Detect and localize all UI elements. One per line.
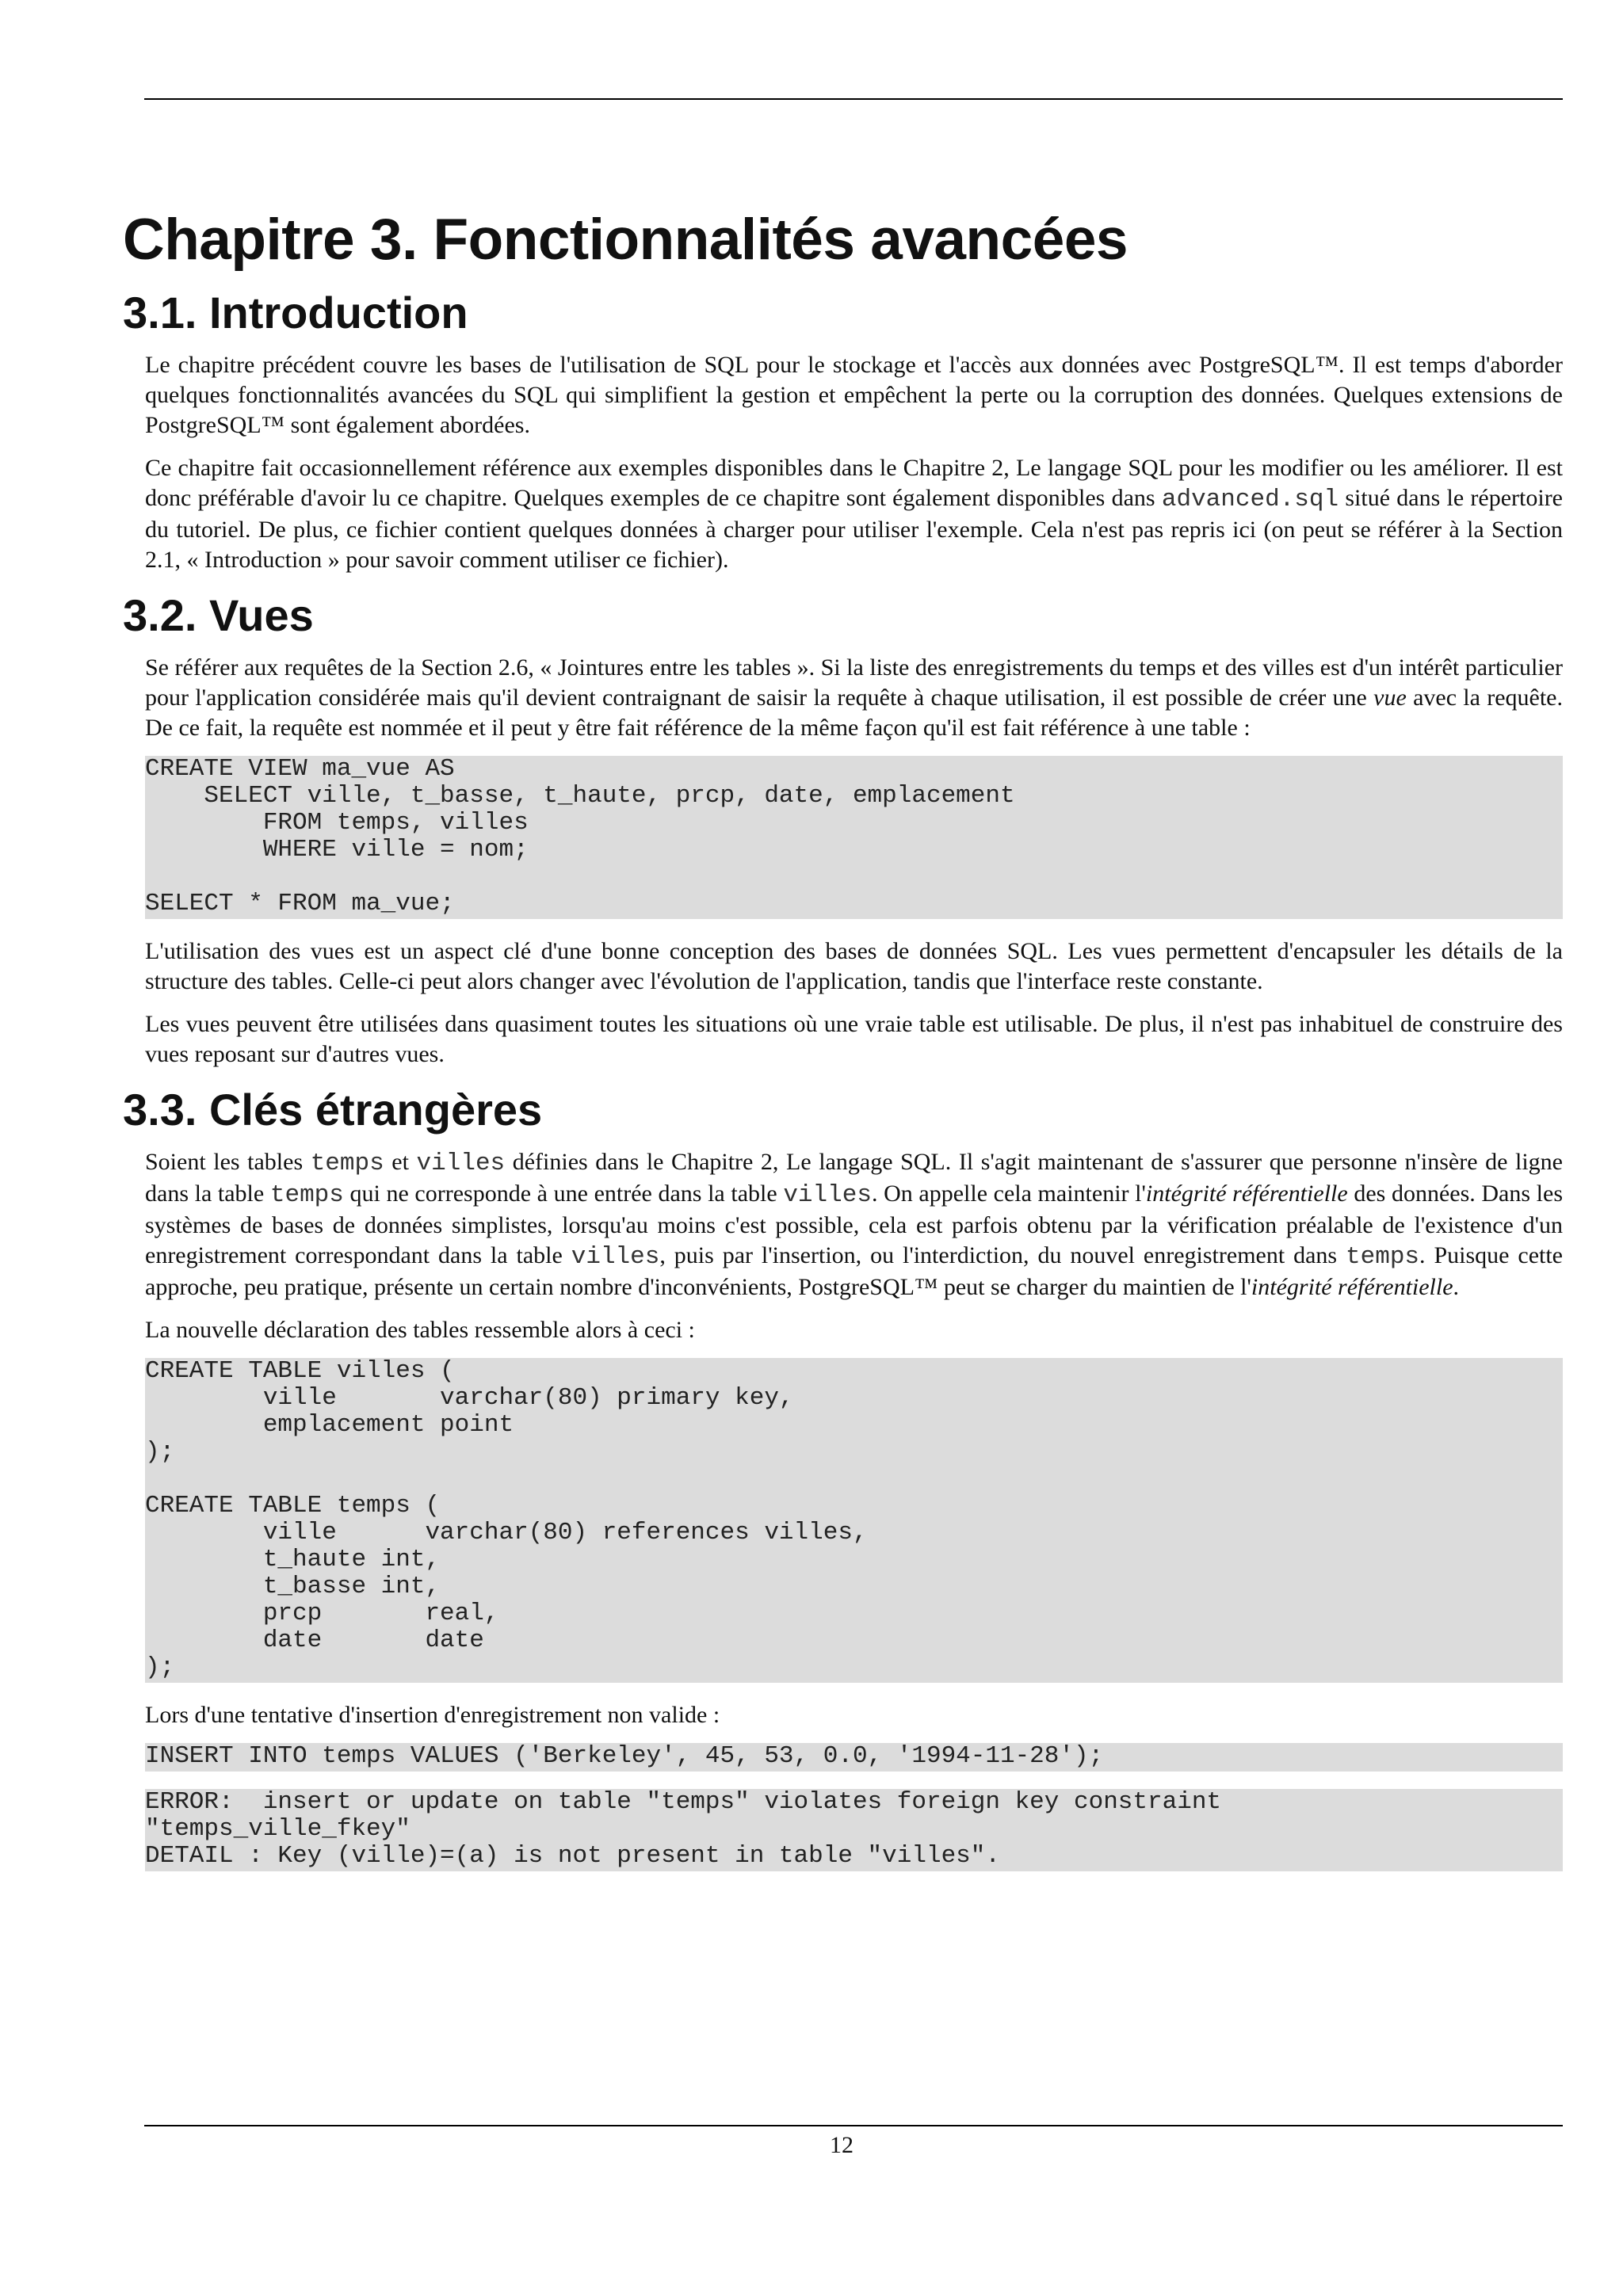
section-body-cles-etrangeres bbox=[145, 1147, 1563, 1871]
emphasis-term: intégrité référentielle bbox=[1145, 1180, 1348, 1207]
paragraph: Ce chapitre fait occasionnellement référence aux exemples disponibles dans le Chapitre 2, Le langage SQL pour les modifier ou les améliorer. Il est donc préférable d'avoir lu ce chapitre. Quelques exemples de ce chapitre sont également disponibles dans advanced.sql situé dans le répertoire du tutoriel. De plus, ce fichier contient quelques données à charger pour utiliser l'exemple. Cela n'est pas repris ici (on peut se référer à la Section 2.1, « Introduction » pour savoir comment utiliser ce fichier). bbox=[145, 455, 1564, 573]
paragraph: La nouvelle déclaration des tables ressemble alors à ceci : bbox=[145, 1317, 695, 1343]
code-block-create-tables: CREATE TABLE villes ( ville varchar(80) primary key, emplacement point ); CREATE TABLE temps ( ville varchar(80) references villes, t_haute int, t_basse int, prcp real, date date ); bbox=[145, 1358, 1563, 1683]
chapter-title: Chapitre 3. Fonctionnalités avancées bbox=[123, 208, 1128, 272]
section-body-vues bbox=[145, 653, 1563, 1070]
page-content bbox=[123, 206, 1564, 1889]
inline-code-filename: advanced.sql bbox=[1161, 486, 1339, 513]
inline-code-table-name: villes bbox=[571, 1243, 660, 1271]
code-block-insert: INSERT INTO temps VALUES ('Berkeley', 45, 53, 0.0, '1994-11-28'); bbox=[145, 1743, 1563, 1772]
paragraph: Lors d'une tentative d'insertion d'enregistrement non valide : bbox=[145, 1702, 720, 1728]
paragraph: Se référer aux requêtes de la Section 2.6, « Jointures entre les tables ». Si la liste des enregistrements du temps et des villes est d'un intérêt particulier pour l'application considérée mais qu'il devient contraignant de saisir la requête à chaque utilisation, il est possible de créer une vue avec la requête. De ce fait, la requête est nommée et il peut y être fait référence de la même façon qu'il est fait référence à une table : bbox=[145, 654, 1563, 741]
paragraph: L'utilisation des vues est un aspect clé d'une bonne conception des bases de données SQL. Les vues permettent d'encapsuler les détails de la structure des tables. Celle-ci peut alors changer avec l'évolution de l'application, tandis que l'interface reste constante. bbox=[145, 938, 1563, 994]
paragraph: Le chapitre précédent couvre les bases de l'utilisation de SQL pour le stockage et l'accès aux données avec PostgreSQL™. Il est temps d'aborder quelques fonctionnalités avancées du SQL qui simplifient la gestion et empêchent la perte ou la corruption des données. Quelques extensions de PostgreSQL™ sont également abordées. bbox=[145, 352, 1563, 438]
section-title-introduction: 3.1. Introduction bbox=[123, 288, 468, 338]
inline-code-table-name: temps bbox=[269, 1181, 344, 1209]
paragraph: Soient les tables temps et villes définies dans le Chapitre 2, Le langage SQL. Il s'agit maintenant de s'assurer que personne n'insère de ligne dans la table temps qui ne corresponde à une entrée dans la table villes. On appelle cela maintenir l'intégrité référentielle des données. Dans les systèmes de bases de données simplistes, lorsqu'au moins c'est possible, cela est parfois obtenu par la vérification préalable de l'existence d'un enregistrement correspondant dans la table villes, puis par l'insertion, ou l'interdiction, du nouvel enregistrement dans temps. Puisque cette approche, peu pratique, présente un certain nombre d'inconvénients, PostgreSQL™ peut se charger du maintien de l'intégrité référentielle. bbox=[145, 1149, 1564, 1300]
emphasis-term: intégrité référentielle bbox=[1251, 1274, 1453, 1300]
section-body-introduction bbox=[145, 350, 1563, 575]
inline-code-table-name: temps bbox=[1346, 1243, 1420, 1271]
code-block-create-view: CREATE VIEW ma_vue AS SELECT ville, t_basse, t_haute, prcp, date, emplacement FROM temps, villes WHERE ville = nom; SELECT * FROM ma_vue; bbox=[145, 756, 1563, 919]
page-number: 12 bbox=[830, 2132, 854, 2158]
footer-rule bbox=[144, 2125, 1563, 2126]
paragraph: Les vues peuvent être utilisées dans quasiment toutes les situations où une vraie table est utilisable. De plus, il n'est pas inhabituel de construire des vues reposant sur d'autres vues. bbox=[145, 1011, 1563, 1067]
section-title-vues: 3.2. Vues bbox=[123, 590, 314, 640]
code-block-error-output: ERROR: insert or update on table "temps" violates foreign key constraint "temps_ville_fkey" DETAIL : Key (ville)=(a) is not present in table "villes". bbox=[145, 1789, 1563, 1871]
inline-code-table-name: villes bbox=[416, 1150, 506, 1177]
section-title-cles-etrangeres: 3.3. Clés étrangères bbox=[123, 1085, 543, 1135]
header-rule bbox=[144, 98, 1563, 100]
inline-code-table-name: villes bbox=[783, 1181, 872, 1209]
emphasis-term: vue bbox=[1373, 685, 1407, 711]
inline-code-table-name: temps bbox=[310, 1150, 384, 1177]
